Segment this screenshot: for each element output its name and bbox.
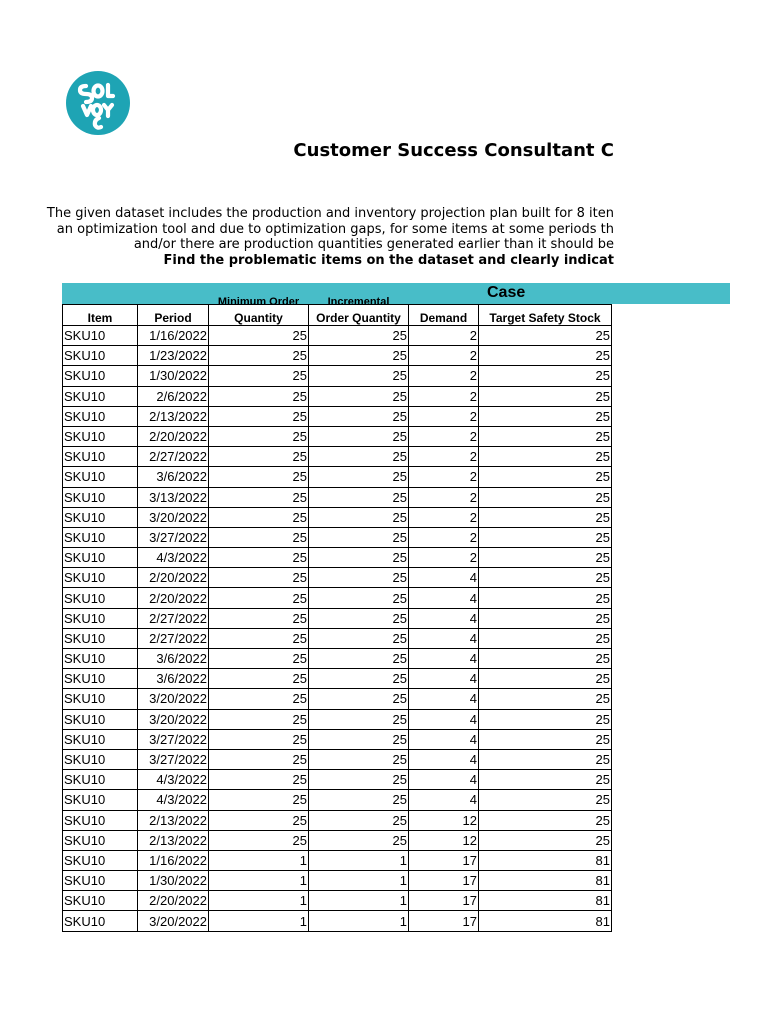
table-row <box>63 830 612 850</box>
table-row <box>63 749 612 769</box>
table-cell[interactable]: 4 <box>409 770 479 790</box>
table-cell[interactable]: SKU10 <box>63 568 138 588</box>
table-cell[interactable]: 25 <box>209 386 309 406</box>
table-cell[interactable]: 25 <box>479 447 612 467</box>
table-cell[interactable]: 25 <box>479 507 612 527</box>
table-cell[interactable]: 3/20/2022 <box>138 689 209 709</box>
column-header-label: Demand <box>419 311 468 325</box>
table-row <box>63 709 612 729</box>
table-cell[interactable]: 2 <box>409 548 479 568</box>
table-cell[interactable]: 25 <box>479 729 612 749</box>
table-row <box>63 810 612 830</box>
table-cell[interactable]: 3/6/2022 <box>138 649 209 669</box>
page-title: Customer Success Consultant C <box>293 140 614 161</box>
table-cell[interactable]: 25 <box>479 770 612 790</box>
table-cell[interactable]: 25 <box>209 426 309 446</box>
table-cell[interactable]: 4 <box>409 689 479 709</box>
table-cell[interactable]: 25 <box>309 588 409 608</box>
table-cell[interactable]: 2/27/2022 <box>138 447 209 467</box>
table-cell[interactable]: 25 <box>479 790 612 810</box>
table-row <box>63 346 612 366</box>
table-cell[interactable]: 2 <box>409 386 479 406</box>
table-cell[interactable]: 3/27/2022 <box>138 527 209 547</box>
table-cell[interactable]: 25 <box>209 467 309 487</box>
table-cell[interactable]: 25 <box>479 588 612 608</box>
logo-mark <box>66 70 130 136</box>
table-cell[interactable]: 25 <box>309 406 409 426</box>
table-cell[interactable]: 4 <box>409 790 479 810</box>
intro-line: an optimization tool and due to optimization gaps, for some items at some periods th <box>56 221 614 237</box>
table-cell[interactable]: 25 <box>479 406 612 426</box>
table-cell[interactable]: SKU10 <box>63 326 138 346</box>
table-cell[interactable]: 25 <box>479 749 612 769</box>
table-cell[interactable]: 3/6/2022 <box>138 467 209 487</box>
table-cell[interactable]: 25 <box>479 568 612 588</box>
table-cell[interactable]: 25 <box>209 649 309 669</box>
table-cell[interactable]: 25 <box>209 770 309 790</box>
table-row <box>63 467 612 487</box>
table-cell[interactable]: 2/27/2022 <box>138 628 209 648</box>
table-cell[interactable]: 3/20/2022 <box>138 709 209 729</box>
table-cell[interactable]: 25 <box>479 628 612 648</box>
table-cell[interactable]: 17 <box>409 850 479 870</box>
table-cell[interactable]: 2/13/2022 <box>138 810 209 830</box>
table-cell[interactable]: 3/20/2022 <box>138 911 209 931</box>
table-cell[interactable]: 1 <box>309 891 409 911</box>
table-cell[interactable]: SKU10 <box>63 507 138 527</box>
table-cell[interactable]: 25 <box>309 568 409 588</box>
table-row <box>63 891 612 911</box>
table-cell[interactable]: 25 <box>309 810 409 830</box>
table-cell[interactable]: 25 <box>479 548 612 568</box>
table-body <box>63 326 612 932</box>
table-cell[interactable]: 1/23/2022 <box>138 346 209 366</box>
table-cell[interactable]: 4 <box>409 709 479 729</box>
table-cell[interactable]: 25 <box>309 527 409 547</box>
intro-line: The given dataset includes the production and inventory projection plan built for 8 iten <box>46 206 614 221</box>
table-cell[interactable]: 4 <box>409 649 479 669</box>
table-cell[interactable]: 25 <box>309 669 409 689</box>
table-cell[interactable]: 25 <box>209 709 309 729</box>
table-row <box>63 507 612 527</box>
table-cell[interactable]: 25 <box>309 386 409 406</box>
table-row <box>63 649 612 669</box>
table-cell[interactable]: 1 <box>209 871 309 891</box>
table-cell[interactable]: SKU10 <box>63 649 138 669</box>
table-cell[interactable]: 25 <box>309 649 409 669</box>
table-cell[interactable]: SKU10 <box>63 830 138 850</box>
table-cell[interactable]: 25 <box>209 790 309 810</box>
column-header[interactable] <box>63 305 138 326</box>
table-cell[interactable]: 25 <box>479 366 612 386</box>
table-cell[interactable]: 2 <box>409 467 479 487</box>
table-cell[interactable]: 4 <box>409 729 479 749</box>
intro-line: and/or there are production quantities generated earlier than it should be <box>133 237 614 252</box>
column-header-label: Target Safety Stock <box>489 311 601 325</box>
table-cell[interactable]: 25 <box>209 366 309 386</box>
table-cell[interactable]: SKU10 <box>63 850 138 870</box>
table-cell[interactable]: 25 <box>479 810 612 830</box>
table-cell[interactable]: 2/13/2022 <box>138 406 209 426</box>
table-cell[interactable]: 25 <box>209 326 309 346</box>
table-row <box>63 426 612 446</box>
table-cell[interactable]: 12 <box>409 810 479 830</box>
table-cell[interactable]: SKU10 <box>63 366 138 386</box>
table-row <box>63 548 612 568</box>
table-cell[interactable]: SKU10 <box>63 588 138 608</box>
table-cell[interactable]: 4 <box>409 628 479 648</box>
table-cell[interactable]: 25 <box>479 426 612 446</box>
column-header-overflow-text: Incremental <box>327 296 390 308</box>
table-cell[interactable]: 17 <box>409 871 479 891</box>
table-row <box>63 527 612 547</box>
table-row <box>63 689 612 709</box>
table-cell[interactable]: 1/16/2022 <box>138 326 209 346</box>
table-cell[interactable]: 4/3/2022 <box>138 790 209 810</box>
table-cell[interactable]: 25 <box>209 830 309 850</box>
table-row <box>63 669 612 689</box>
intro-instruction: Find the problematic items on the dataset and clearly indicat <box>163 252 614 268</box>
table-cell[interactable]: 1/30/2022 <box>138 871 209 891</box>
column-header-label: Item <box>87 311 113 325</box>
table-cell[interactable]: 3/13/2022 <box>138 487 209 507</box>
table-cell[interactable]: SKU10 <box>63 628 138 648</box>
table-row <box>63 568 612 588</box>
table-cell[interactable]: 4 <box>409 608 479 628</box>
table-cell[interactable]: 25 <box>479 689 612 709</box>
table-row <box>63 406 612 426</box>
table-cell[interactable]: 25 <box>309 770 409 790</box>
table-cell[interactable]: 3/27/2022 <box>138 729 209 749</box>
table-cell[interactable]: SKU10 <box>63 689 138 709</box>
table-cell[interactable]: 4 <box>409 669 479 689</box>
column-header[interactable] <box>309 296 409 326</box>
table-cell[interactable]: 2/27/2022 <box>138 608 209 628</box>
table-cell[interactable]: 2 <box>409 326 479 346</box>
column-header-overflow-text: Minimum Order <box>217 296 300 308</box>
table-cell[interactable]: 25 <box>479 467 612 487</box>
table-cell[interactable]: 25 <box>209 346 309 366</box>
table-cell[interactable]: 2 <box>409 487 479 507</box>
table-cell[interactable]: 81 <box>479 871 612 891</box>
table-cell[interactable]: 25 <box>209 628 309 648</box>
table-cell[interactable]: 25 <box>209 749 309 769</box>
intro-text <box>0 206 614 268</box>
table-cell[interactable]: 25 <box>309 709 409 729</box>
table-cell[interactable]: SKU10 <box>63 709 138 729</box>
table-cell[interactable]: 25 <box>209 608 309 628</box>
table-cell[interactable]: 25 <box>309 749 409 769</box>
table-cell[interactable]: SKU10 <box>63 790 138 810</box>
table-cell[interactable]: 25 <box>309 467 409 487</box>
table-cell[interactable]: 1 <box>309 850 409 870</box>
table-cell[interactable]: SKU10 <box>63 911 138 931</box>
table-row <box>63 790 612 810</box>
table-cell[interactable]: SKU10 <box>63 608 138 628</box>
table-cell[interactable]: 25 <box>309 487 409 507</box>
table-cell[interactable]: 25 <box>209 507 309 527</box>
table-cell[interactable]: 4 <box>409 588 479 608</box>
table-cell[interactable]: 17 <box>409 891 479 911</box>
table-cell[interactable]: SKU10 <box>63 467 138 487</box>
table-cell[interactable]: 2/20/2022 <box>138 588 209 608</box>
table-cell[interactable]: 25 <box>479 830 612 850</box>
table-cell[interactable]: 25 <box>309 689 409 709</box>
table-cell[interactable]: 25 <box>479 487 612 507</box>
table-cell[interactable]: 4 <box>409 749 479 769</box>
table-cell[interactable]: 3/20/2022 <box>138 507 209 527</box>
table-cell[interactable]: 25 <box>309 426 409 446</box>
table-cell[interactable]: 25 <box>309 729 409 749</box>
table-cell[interactable]: SKU10 <box>63 426 138 446</box>
table-cell[interactable]: 1/30/2022 <box>138 366 209 386</box>
table-cell[interactable]: 1 <box>209 850 309 870</box>
table-cell[interactable]: 25 <box>479 527 612 547</box>
table-cell[interactable]: 25 <box>209 527 309 547</box>
table-cell[interactable]: 1 <box>309 911 409 931</box>
table-cell[interactable]: 2 <box>409 426 479 446</box>
data-table <box>62 296 612 932</box>
table-cell[interactable]: 25 <box>309 628 409 648</box>
table-cell[interactable]: 1 <box>209 891 309 911</box>
table-cell[interactable]: 25 <box>309 326 409 346</box>
column-header[interactable] <box>138 305 209 326</box>
table-cell[interactable]: 4/3/2022 <box>138 770 209 790</box>
column-header-label: Quantity <box>234 311 283 325</box>
table-cell[interactable]: 2 <box>409 507 479 527</box>
table-cell[interactable]: SKU10 <box>63 447 138 467</box>
column-header[interactable] <box>209 296 309 326</box>
table-cell[interactable]: 25 <box>209 406 309 426</box>
table-cell[interactable]: 81 <box>479 911 612 931</box>
table-row <box>63 850 612 870</box>
table-cell[interactable]: 25 <box>479 709 612 729</box>
table-cell[interactable]: 2/20/2022 <box>138 568 209 588</box>
table-cell[interactable]: 25 <box>209 548 309 568</box>
table-cell[interactable]: SKU10 <box>63 386 138 406</box>
table-row <box>63 487 612 507</box>
table-cell[interactable]: 3/6/2022 <box>138 669 209 689</box>
case-label: Case <box>487 284 526 301</box>
table-cell[interactable]: 25 <box>209 689 309 709</box>
table-cell[interactable]: 2/6/2022 <box>138 386 209 406</box>
table-cell[interactable]: 25 <box>209 729 309 749</box>
table-row <box>63 447 612 467</box>
column-header[interactable] <box>479 305 612 326</box>
table-cell[interactable]: SKU10 <box>63 749 138 769</box>
table-cell[interactable]: 2 <box>409 447 479 467</box>
table-cell[interactable]: SKU10 <box>63 871 138 891</box>
table-cell[interactable]: 25 <box>309 608 409 628</box>
table-cell[interactable]: 1 <box>209 911 309 931</box>
table-cell[interactable]: 4 <box>409 568 479 588</box>
table-cell[interactable]: 2/20/2022 <box>138 426 209 446</box>
table-cell[interactable]: 25 <box>479 669 612 689</box>
column-header[interactable] <box>409 305 479 326</box>
table-cell[interactable]: SKU10 <box>63 487 138 507</box>
table-cell[interactable]: SKU10 <box>63 669 138 689</box>
table-cell[interactable]: 25 <box>209 447 309 467</box>
table-cell[interactable]: 25 <box>309 790 409 810</box>
table-row <box>63 628 612 648</box>
table-cell[interactable]: 25 <box>209 669 309 689</box>
table-row <box>63 911 612 931</box>
table-cell[interactable]: 25 <box>309 507 409 527</box>
table-cell[interactable]: SKU10 <box>63 346 138 366</box>
table-cell[interactable]: 25 <box>309 548 409 568</box>
table-header-row <box>63 305 612 326</box>
table-cell[interactable]: 25 <box>479 608 612 628</box>
table-cell[interactable]: 17 <box>409 911 479 931</box>
table-cell[interactable]: 25 <box>479 386 612 406</box>
table-row <box>63 588 612 608</box>
table-row <box>63 386 612 406</box>
column-header-label: Period <box>154 311 192 325</box>
table-cell[interactable]: 2 <box>409 366 479 386</box>
table-cell[interactable]: 2 <box>409 346 479 366</box>
table-cell[interactable]: 2 <box>409 527 479 547</box>
table-cell[interactable]: 25 <box>209 568 309 588</box>
table-cell[interactable]: 3/27/2022 <box>138 749 209 769</box>
table-cell[interactable]: 25 <box>309 447 409 467</box>
column-header-label: Order Quantity <box>316 311 401 325</box>
table-cell[interactable]: SKU10 <box>63 770 138 790</box>
table-cell[interactable]: 25 <box>479 649 612 669</box>
table-cell[interactable]: SKU10 <box>63 810 138 830</box>
table-cell[interactable]: 25 <box>209 588 309 608</box>
table-cell[interactable]: 12 <box>409 830 479 850</box>
company-logo <box>66 70 130 136</box>
table-cell[interactable]: 25 <box>309 830 409 850</box>
table-row <box>63 871 612 891</box>
table-cell[interactable]: 2 <box>409 406 479 426</box>
table-cell[interactable]: 25 <box>209 487 309 507</box>
table-cell[interactable]: SKU10 <box>63 729 138 749</box>
table-cell[interactable]: 81 <box>479 850 612 870</box>
table-row <box>63 729 612 749</box>
table-cell[interactable]: 2/13/2022 <box>138 830 209 850</box>
table-cell[interactable]: 25 <box>309 346 409 366</box>
table-cell[interactable]: 25 <box>479 326 612 346</box>
table-cell[interactable]: SKU10 <box>63 891 138 911</box>
table-row <box>63 608 612 628</box>
table-cell[interactable]: 25 <box>479 346 612 366</box>
table-cell[interactable]: 25 <box>309 366 409 386</box>
table-cell[interactable]: 1/16/2022 <box>138 850 209 870</box>
table-cell[interactable]: 4/3/2022 <box>138 548 209 568</box>
table-cell[interactable]: 25 <box>209 810 309 830</box>
table-cell[interactable]: 1 <box>309 871 409 891</box>
table-row <box>63 326 612 346</box>
table-cell[interactable]: SKU10 <box>63 548 138 568</box>
table-cell[interactable]: 81 <box>479 891 612 911</box>
table-row <box>63 770 612 790</box>
table-cell[interactable]: SKU10 <box>63 527 138 547</box>
table-cell[interactable]: 2/20/2022 <box>138 891 209 911</box>
table-cell[interactable]: SKU10 <box>63 406 138 426</box>
table-row <box>63 366 612 386</box>
